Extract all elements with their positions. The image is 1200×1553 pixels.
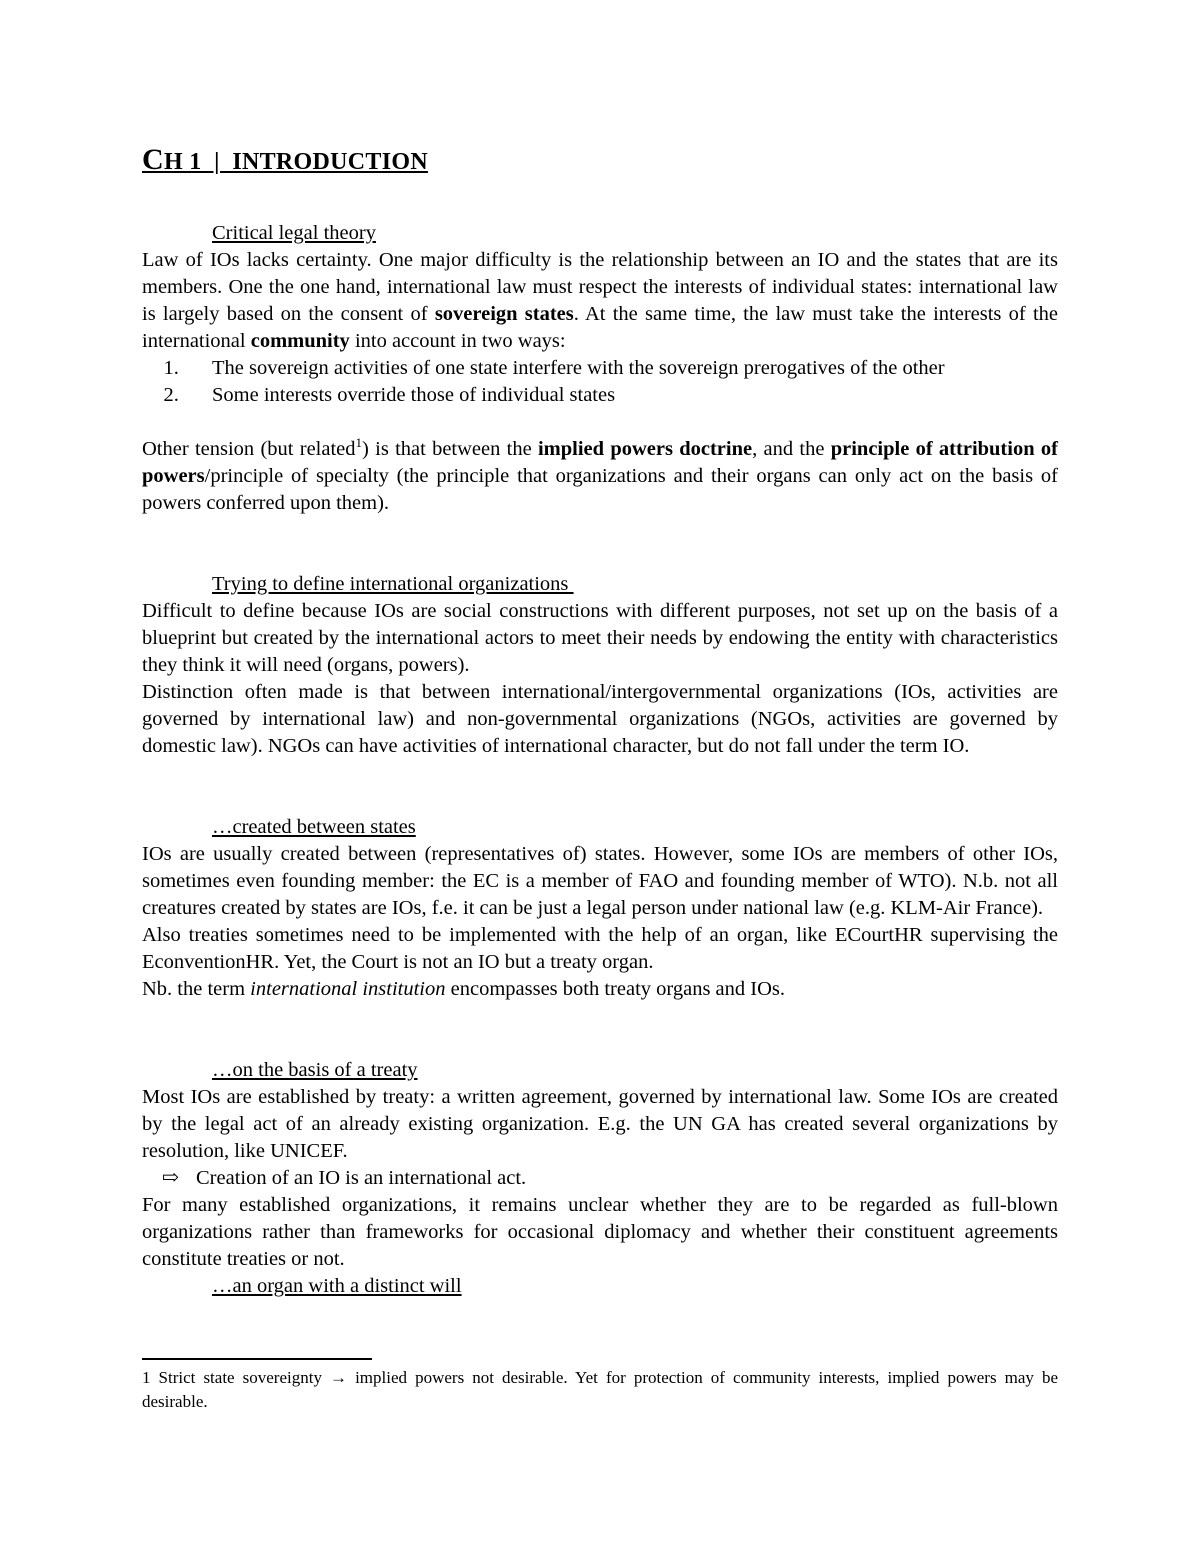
bold-term: community: [250, 330, 350, 352]
footnote-text: 1 Strict state sovereignty: [142, 1368, 331, 1387]
arrow-icon: →: [330, 1368, 348, 1387]
footnote-divider: [142, 1358, 372, 1360]
bold-term: sovereign states: [434, 303, 574, 325]
italic-term: international institution: [250, 978, 446, 1000]
numbered-list: [142, 355, 1058, 409]
section-heading-define: Trying to define international organizations: [212, 573, 574, 595]
states-paragraph-1: IOs are usually created between (representatives of) states. However, some IOs are members of other IOs, sometimes even founding member: the EC is a member of FAO and founding member of WTO). N.b. not all creatures created by states are IOs, f.e. it can be just a legal person under national law (e.g. KLM-Air France).: [142, 843, 1058, 919]
text-span: /principle of specialty (the principle that organizations and their organs can only act on the basis of powers conferred upon them).: [142, 465, 1058, 514]
arrow-bullet-text: Creation of an IO is an international act.: [196, 1167, 527, 1189]
treaty-paragraph-2: For many established organizations, it remains unclear whether they are to be regarded as full-blown organizations rather than frameworks for occasional diplomacy and whether their constituent agreements constitute treaties or not.: [142, 1194, 1058, 1270]
bold-term: implied powers doctrine: [537, 438, 753, 460]
section-heading-states: …created between states: [212, 816, 416, 838]
footnote: [142, 1366, 1058, 1414]
section-heading-treaty: …on the basis of a treaty: [212, 1059, 418, 1081]
treaty-paragraph-1: Most IOs are established by treaty: a written agreement, governed by international law. Some IOs are created by the legal act of an already existing organization. E.g. the UN GA has created several organizations by resolution, like UNICEF.: [142, 1086, 1058, 1162]
text-span: into account in two ways:: [349, 330, 566, 352]
critical-paragraph-2: [142, 436, 1058, 517]
section-heading-organ: …an organ with a distinct will: [212, 1275, 462, 1297]
document-page: [142, 140, 1058, 1300]
states-paragraph-2: Also treaties sometimes need to be implemented with the help of an organ, like ECourtHR supervising the EconventionHR. Yet, the Court is not an IO but a treaty organ.: [142, 924, 1058, 973]
critical-paragraph-1: [142, 247, 1058, 355]
text-span: ) is that between the: [362, 438, 538, 460]
chapter-title-rest: H 1 | INTRODUCTION: [163, 149, 428, 175]
define-paragraph-1: Difficult to define because IOs are social constructions with different purposes, not set up on the basis of a blueprint but created by the international actors to meet their needs by endowing the entity with characteristics they think it will need (organs, powers).: [142, 600, 1058, 676]
footnote-text: implied powers not desirable. Yet for protection of community interests, implied powers may be desirable.: [142, 1368, 1058, 1411]
arrow-bullet: [142, 1165, 1058, 1192]
states-paragraph-3: [142, 976, 1058, 1003]
list-item: 2. Some interests override those of individual states: [184, 382, 1058, 409]
text-span: Law of IOs lacks certainty. One major difficulty is the relationship between an IO and the states that are its members. One the one hand, international law must respect the interests of individual states: international law is largely based on the consent of: [142, 249, 1058, 325]
text-span: encompasses both treaty organs and IOs.: [445, 978, 786, 1000]
chapter-title: [142, 140, 1058, 182]
text-span: Nb. the term: [142, 978, 251, 1000]
footnote-ref: 1: [355, 435, 363, 451]
list-item: 1. The sovereign activities of one state interfere with the sovereign prerogatives of the other: [184, 355, 1058, 382]
chapter-title-initial: C: [142, 143, 164, 176]
text-span: . At the same time, the law must take the interests of the international: [142, 303, 1058, 352]
text-span: Other tension (but related: [142, 438, 356, 460]
bold-term: principle of attribution of powers: [142, 438, 1058, 487]
define-paragraph-2: Distinction often made is that between international/intergovernmental organizations (IOs, activities are governed by international law) and non-governmental organizations (NGOs, activities are governed by domestic law). NGOs can have activities of international character, but do not fall under the term IO.: [142, 681, 1058, 757]
section-heading-critical: Critical legal theory: [212, 222, 376, 244]
text-span: , and the: [752, 438, 831, 460]
right-arrow-icon: ⇨: [162, 1167, 180, 1189]
